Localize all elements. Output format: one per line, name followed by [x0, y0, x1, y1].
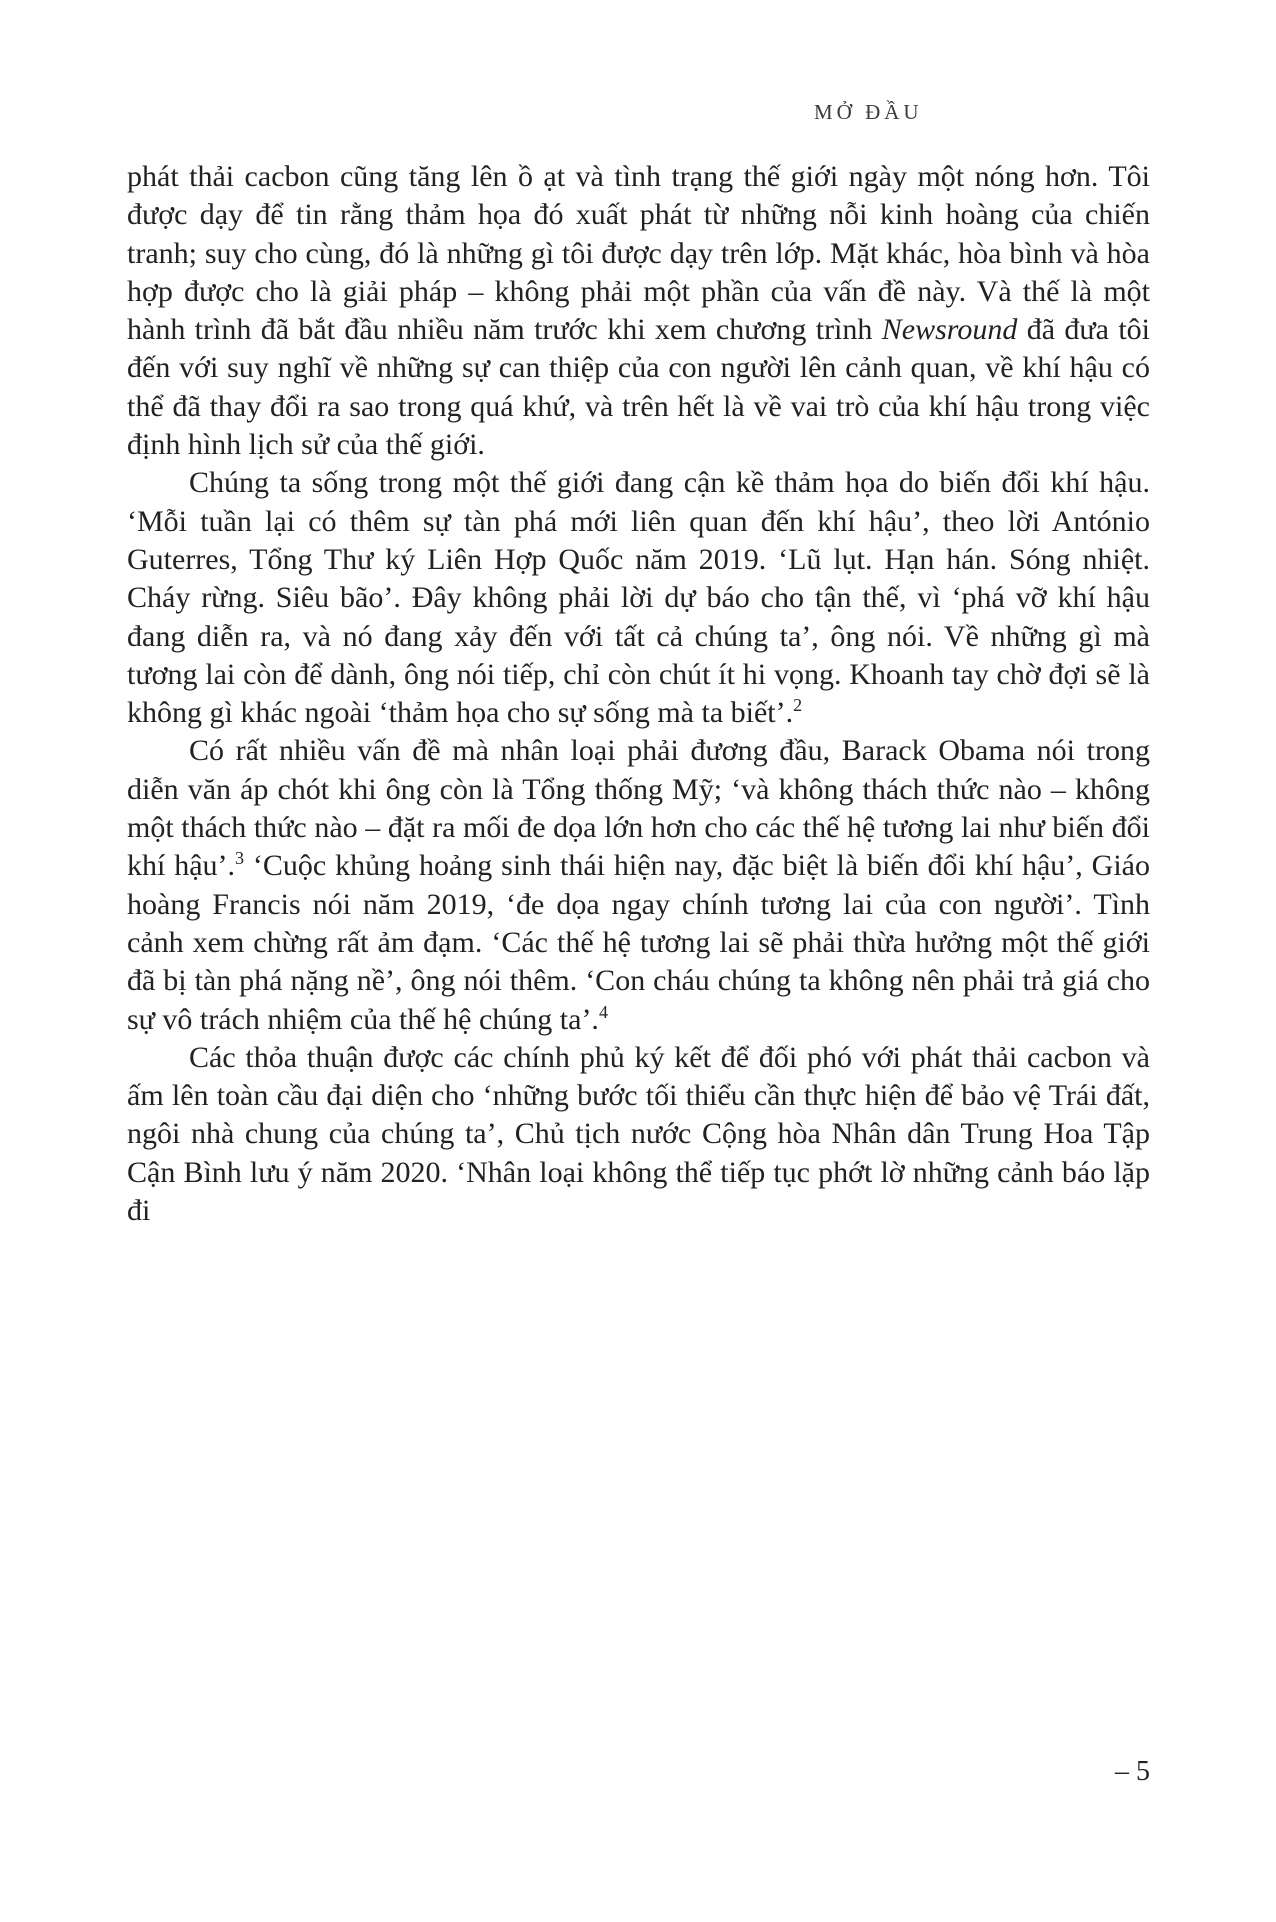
footnote-ref: 3 — [235, 848, 245, 869]
footnote-ref: 4 — [598, 1001, 608, 1022]
body-text — [127, 158, 1150, 1230]
paragraph — [127, 732, 1150, 1038]
paragraph — [127, 1039, 1150, 1230]
text-segment: ‘Cuộc khủng hoảng sinh thái hiện nay, đặc biệt là biến đổi khí hậu’, Giáo hoàng Francis nói năm 2019, ‘đe dọa ngay chính tương lai của con người’. Tình cảnh xem chừng rất ảm đạm. ‘Các thế hệ tương lai sẽ phải thừa hưởng một thế giới đã bị tàn phá nặng nề’, ông nói thêm. ‘Con cháu chúng ta không nên phải trả giá cho sự vô trách nhiệm của thế hệ chúng ta’. — [127, 849, 1150, 1036]
footnote-ref: 2 — [793, 695, 803, 716]
text-segment: phát thải cacbon cũng tăng lên ồ ạt và tình trạng thế giới ngày một nóng hơn. Tôi được dạy để tin rằng thảm họa đó xuất phát từ những nỗi kinh hoàng của chiến tranh; suy cho cùng, đó là những gì tôi được dạy trên lớp. Mặt khác, hòa bình và hòa hợp được cho là giải pháp – không phải một phần của vấn đề này. Và thế là một hành trình đã bắt đầu nhiều năm trước khi xem chương trình — [127, 160, 1150, 347]
text-segment: Có rất nhiều vấn đề mà nhân loại phải đương đầu, Barack Obama nói trong diễn văn áp chót khi ông còn là Tổng thống Mỹ; ‘và không thách thức nào – không một thách thức nào – đặt ra mối đe dọa lớn hơn cho các thế hệ tương lai như biến đổi khí hậu’. — [127, 734, 1150, 883]
running-header: MỞ ĐẦU — [814, 100, 923, 124]
text-segment: đã đưa tôi đến với suy nghĩ về những sự can thiệp của con người lên cảnh quan, về khí hậu có thể đã thay đổi ra sao trong quá khứ, và trên hết là về vai trò của khí hậu trong việc định hình lịch sử của thế giới. — [127, 313, 1150, 462]
text-segment: Chúng ta sống trong một thế giới đang cận kề thảm họa do biến đổi khí hậu. ‘Mỗi tuần lại có thêm sự tàn phá mới liên quan đến khí hậu’, theo lời António Guterres, Tổng Thư ký Liên Hợp Quốc năm 2019. ‘Lũ lụt. Hạn hán. Sóng nhiệt. Cháy rừng. Siêu bão’. Đây không phải lời dự báo cho tận thế, vì ‘phá vỡ khí hậu đang diễn ra, và nó đang xảy đến với tất cả chúng ta’, ông nói. Về những gì mà tương lai còn để dành, ông nói tiếp, chỉ còn chút ít hi vọng. Khoanh tay chờ đợi sẽ là không gì khác ngoài ‘thảm họa cho sự sống mà ta biết’. — [127, 466, 1150, 730]
text-segment: Newsround — [881, 313, 1018, 347]
paragraph — [127, 464, 1150, 732]
paragraph — [127, 158, 1150, 464]
text-segment: Các thỏa thuận được các chính phủ ký kết để đối phó với phát thải cacbon và ấm lên toàn cầu đại diện cho ‘những bước tối thiểu cần thực hiện để bảo vệ Trái đất, ngôi nhà chung của chúng ta’, Chủ tịch nước Cộng hòa Nhân dân Trung Hoa Tập Cận Bình lưu ý năm 2020. ‘Nhân loại không thể tiếp tục phớt lờ những cảnh báo lặp đi — [127, 1040, 1150, 1228]
page-number: – 5 — [1115, 1756, 1150, 1787]
